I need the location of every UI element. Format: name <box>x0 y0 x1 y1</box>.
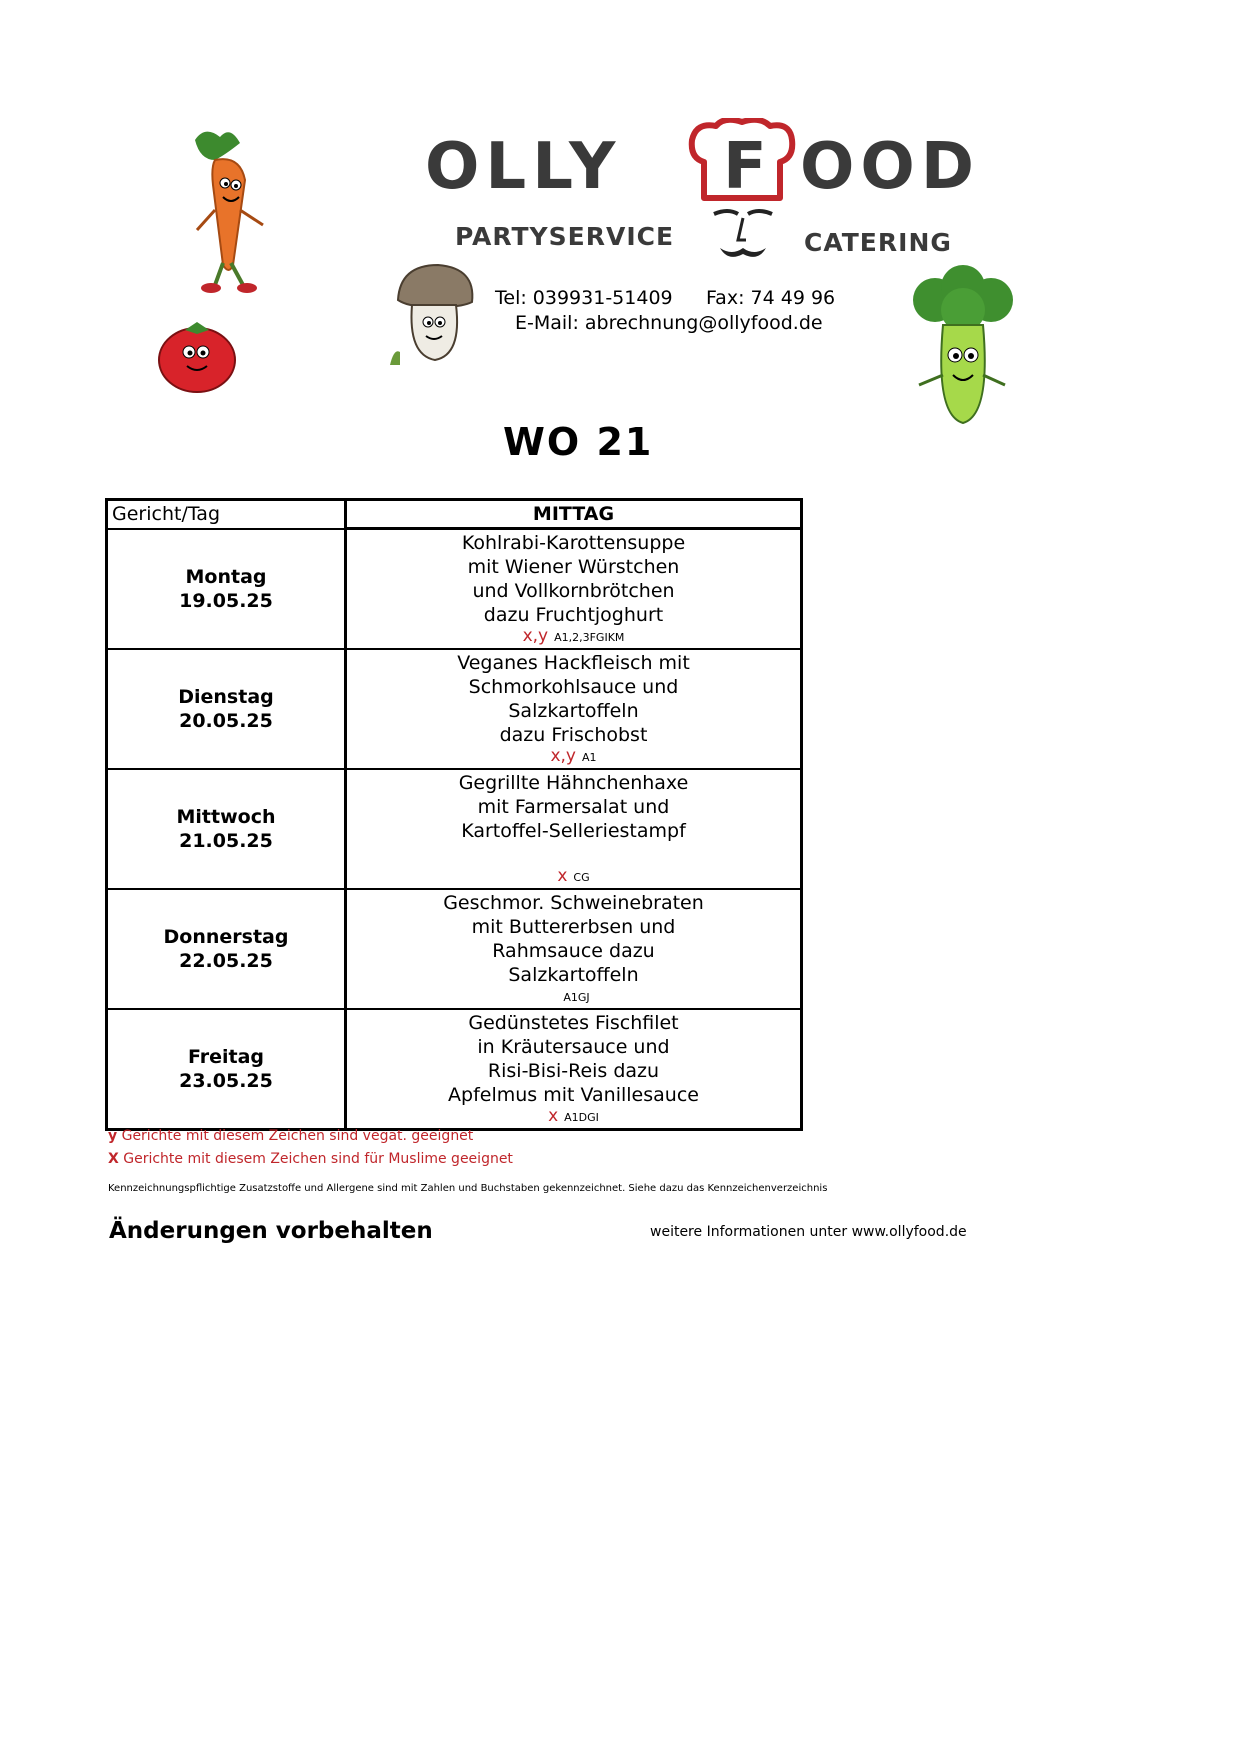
logo-food-text: OOD <box>800 130 980 204</box>
allergen-note: Kennzeichnungspflichtige Zusatzstoffe und Allergene sind mit Zahlen und Buchstaben gekennzeichnet. Siehe dazu das Kennzeichenverzeichnis <box>108 1183 828 1194</box>
dish-cell <box>346 769 802 889</box>
contact-fax: Fax: 74 49 96 <box>706 287 836 309</box>
legend-x-symbol: X <box>108 1151 119 1167</box>
more-info-text: weitere Informationen unter www.ollyfood.de <box>650 1224 967 1240</box>
dish-line <box>347 843 800 867</box>
dish-line: Veganes Hackfleisch mit <box>457 652 690 674</box>
day-name: Mittwoch <box>176 806 276 828</box>
legend-y-symbol: y <box>108 1128 118 1144</box>
allergen-codes: A1GJ <box>563 991 590 1004</box>
dish-cell <box>346 649 802 769</box>
dish-marks: x <box>548 1106 559 1126</box>
day-name: Freitag <box>187 1046 265 1068</box>
logo-olly-text: OLLY <box>425 130 622 204</box>
day-cell <box>107 529 346 650</box>
dish-line: Kohlrabi-Karottensuppe <box>461 532 686 554</box>
legend-vegetarian <box>108 1128 473 1144</box>
dish-line: Salzkartoffeln <box>508 700 639 722</box>
logo-catering-text: CATERING <box>804 228 952 257</box>
dish-line: Apfelmus mit Vanillesauce <box>448 1084 699 1106</box>
header-meal-column: MITTAG <box>346 500 802 529</box>
day-date: 19.05.25 <box>179 589 273 612</box>
broccoli-mascot-icon <box>905 265 1020 430</box>
legend-y-text: Gerichte mit diesem Zeichen sind vegat. geeignet <box>121 1128 474 1144</box>
day-name: Montag <box>185 565 267 588</box>
dish-line: Gegrillte Hähnchenhaxe <box>458 772 689 794</box>
dish-line: dazu Fruchtjoghurt <box>483 604 664 626</box>
allergen-codes: A1DGI <box>564 1111 599 1124</box>
allergen-codes: A1 <box>582 751 597 764</box>
contact-email: E-Mail: abrechnung@ollyfood.de <box>515 312 823 334</box>
dish-line: mit Buttererbsen und <box>471 916 676 938</box>
dish-marks: x,y <box>550 746 576 766</box>
dish-marks: x,y <box>522 626 549 646</box>
table-row <box>107 529 802 650</box>
day-cell <box>107 769 346 889</box>
dish-line: Gedünstetes Fischfilet <box>468 1012 679 1034</box>
day-name: Dienstag <box>178 686 274 708</box>
dish-line: Geschmor. Schweinebraten <box>443 892 704 914</box>
dish-line: mit Wiener Würstchen <box>467 556 680 578</box>
changes-reserved-text: Änderungen vorbehalten <box>109 1218 433 1244</box>
menu-table <box>105 498 803 1131</box>
mushroom-mascot-icon <box>390 260 480 365</box>
legend-muslim <box>108 1151 513 1167</box>
table-row <box>107 1009 802 1130</box>
table-row <box>107 649 802 769</box>
logo-partyservice-text: PARTYSERVICE <box>455 222 675 251</box>
dish-cell <box>346 889 802 1009</box>
table-header-row <box>107 500 802 529</box>
dish-line: Schmorkohlsauce und <box>468 676 679 698</box>
allergen-codes: A1,2,3FGIKM <box>554 631 625 644</box>
dish-marks: x <box>557 866 568 886</box>
tomato-mascot-icon <box>155 320 240 395</box>
day-date: 20.05.25 <box>179 710 273 732</box>
dish-line: Rahmsauce dazu <box>492 940 655 962</box>
table-row <box>107 769 802 889</box>
logo-food-f-text: F <box>723 130 773 204</box>
day-cell <box>107 649 346 769</box>
day-date: 22.05.25 <box>179 950 273 972</box>
day-date: 21.05.25 <box>179 830 273 852</box>
day-cell <box>107 889 346 1009</box>
contact-tel: Tel: 039931-51409 <box>495 287 673 309</box>
dish-line: Salzkartoffeln <box>508 964 639 986</box>
week-title: WO 21 <box>503 420 654 464</box>
header-day-column: Gericht/Tag <box>107 500 346 529</box>
dish-line: in Kräutersauce und <box>477 1036 670 1058</box>
dish-line: dazu Frischobst <box>499 724 648 746</box>
day-cell <box>107 1009 346 1130</box>
day-date: 23.05.25 <box>179 1070 273 1092</box>
dish-line: Risi-Bisi-Reis dazu <box>487 1060 660 1082</box>
dish-cell <box>346 1009 802 1130</box>
dish-cell <box>346 529 802 650</box>
day-name: Donnerstag <box>163 926 289 948</box>
chef-face-icon <box>708 208 778 263</box>
legend-x-text: Gerichte mit diesem Zeichen sind für Muslime geeignet <box>123 1151 513 1167</box>
dish-line: und Vollkornbrötchen <box>472 580 675 602</box>
table-row <box>107 889 802 1009</box>
dish-line: mit Farmersalat und <box>477 796 670 818</box>
carrot-mascot-icon <box>185 125 280 295</box>
dish-line: Kartoffel-Selleriestampf <box>461 820 686 842</box>
allergen-codes: CG <box>573 871 590 884</box>
